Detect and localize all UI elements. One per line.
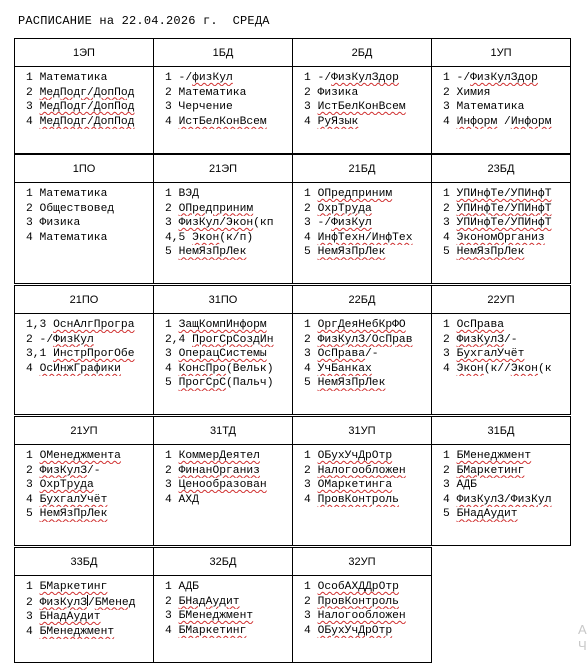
lesson-text: 5	[165, 246, 179, 259]
lesson-text: 3 Черчение	[165, 101, 233, 114]
lesson-text: 3,1	[26, 348, 54, 361]
lesson-text: 3	[165, 610, 179, 623]
lesson-text: (к//	[483, 362, 511, 375]
lesson-text: /	[497, 115, 511, 128]
lesson-subject-marked: МедПодг/ДопПод	[39, 86, 135, 99]
lesson-text: 2	[304, 464, 318, 477]
lesson-text: (Пальч)	[226, 377, 274, 390]
lesson-line	[165, 609, 292, 624]
lesson-text: 3	[304, 610, 318, 623]
group-lessons	[154, 576, 293, 663]
lesson-line	[443, 187, 570, 202]
lesson-subject-marked: Информ	[510, 115, 552, 128]
group-header: 1УП	[432, 39, 571, 67]
lesson-text: 2	[443, 464, 457, 477]
lesson-line	[26, 507, 153, 522]
lesson-text: 5	[26, 508, 40, 521]
lesson-subject-marked: ФизКулЗ/ОсПрав	[317, 333, 413, 346]
lesson-text: 4	[443, 362, 457, 375]
lesson-line	[443, 362, 570, 377]
lesson-subject-marked: БухгалУчёт	[39, 493, 108, 506]
lesson-text: 3	[165, 348, 179, 361]
lesson-text: 3	[165, 217, 179, 230]
lesson-subject-marked: БМенеджмент	[456, 450, 532, 462]
lesson-subject-marked: Налогообложен	[317, 610, 406, 623]
schedule-title: РАСПИСАНИЕ на 22.04.2026 г. СРЕДА	[18, 14, 270, 28]
lesson-line	[443, 71, 570, 86]
lesson-line	[26, 115, 153, 130]
lesson-line	[304, 333, 431, 348]
group-header: 33БД	[15, 548, 154, 576]
lesson-line	[165, 595, 292, 610]
lesson-line	[165, 493, 292, 508]
lesson-text: (к/п)	[219, 231, 254, 244]
lesson-subject-marked: Информ	[456, 115, 498, 128]
group-header: 31УП	[293, 417, 432, 445]
group-lessons	[154, 445, 293, 546]
lesson-subject-marked: БМенед	[94, 596, 136, 609]
lesson-subject-marked: МедПодг/ДопПод	[39, 101, 135, 114]
group-header: 32БД	[154, 548, 293, 576]
lesson-text: 1	[304, 319, 318, 331]
lesson-text: 1	[443, 188, 457, 200]
lesson-text: 3 -/	[304, 217, 332, 230]
lesson-text: /-	[365, 348, 379, 361]
lesson-line	[165, 71, 292, 86]
lesson-line	[165, 624, 292, 639]
lesson-text: 1	[304, 450, 318, 462]
lesson-line	[165, 580, 292, 595]
lesson-text: 1 -/	[443, 72, 471, 84]
lesson-text: 5	[443, 508, 457, 521]
lesson-line	[443, 493, 570, 508]
lesson-line	[26, 333, 153, 348]
lesson-text: 4	[304, 115, 318, 128]
lesson-line	[443, 507, 570, 522]
lesson-text: 1	[304, 188, 318, 200]
lesson-text: 4	[304, 493, 318, 506]
lesson-text: 5	[304, 377, 318, 390]
lesson-line	[26, 449, 153, 464]
lesson-subject-marked: ФизКулЗ/ФизКул	[456, 493, 552, 506]
lesson-text: /	[88, 596, 95, 609]
lesson-line	[304, 231, 431, 246]
lesson-subject-marked: ФизКул	[331, 217, 372, 230]
lesson-text: 2	[304, 202, 318, 215]
lesson-subject-marked: Экон	[510, 362, 538, 375]
lesson-text: 1	[443, 319, 457, 331]
lesson-subject-marked: НемЯзПрЛек	[317, 246, 386, 259]
lesson-subject-marked: ИстБелКонВсем	[317, 101, 406, 114]
lesson-line	[26, 595, 153, 611]
lesson-line	[26, 216, 153, 231]
lesson-text: 2	[165, 595, 179, 608]
lesson-line	[304, 100, 431, 115]
lesson-line	[165, 187, 292, 202]
group-lessons	[293, 445, 432, 546]
lesson-line	[304, 86, 431, 101]
lesson-line	[26, 362, 153, 377]
lesson-line	[443, 100, 570, 115]
lesson-subject-marked: ИнстрПрогОбе	[53, 348, 135, 361]
schedule-block-3	[14, 285, 571, 415]
lesson-line	[443, 115, 570, 130]
lesson-line	[165, 362, 292, 377]
lesson-subject-marked: ОБухУчДрОтр	[317, 450, 393, 462]
lesson-subject-marked: ФизКул/Экон	[178, 217, 254, 230]
lesson-text: 1 Математика	[26, 188, 108, 200]
lesson-line	[304, 245, 431, 260]
lesson-line	[165, 478, 292, 493]
lesson-text: 2 -/	[26, 333, 54, 346]
lesson-text: 1	[304, 581, 318, 593]
lesson-text: 4	[165, 362, 179, 375]
group-lessons	[15, 183, 154, 284]
group-header: 22УП	[432, 286, 571, 314]
lesson-text: 3	[443, 348, 457, 361]
lesson-text: 1 -/	[304, 72, 332, 84]
lesson-subject-marked: БНадАудит	[178, 595, 240, 608]
lesson-text: 2	[443, 333, 457, 346]
lesson-line	[26, 71, 153, 86]
lesson-subject-marked: БМенеджмент	[39, 625, 115, 638]
lesson-subject-marked: ОсПрава	[456, 319, 505, 331]
lesson-line	[304, 624, 431, 639]
schedule-block-4	[14, 416, 571, 546]
lesson-text: 3	[304, 348, 318, 361]
lesson-text: 3	[26, 479, 40, 492]
lesson-line	[165, 100, 292, 115]
lesson-text: 4	[165, 115, 179, 128]
lesson-subject-marked: БМаркетинг	[39, 581, 108, 593]
lesson-subject-marked: КоммерДеятел	[178, 450, 260, 462]
lesson-subject-marked: БНадАудит	[39, 611, 101, 624]
lesson-text: 2 Химия	[443, 86, 491, 99]
lesson-line	[304, 478, 431, 493]
lesson-line	[165, 231, 292, 246]
lesson-subject-marked: ФинанОрганиз	[178, 464, 260, 477]
lesson-text: 3	[26, 101, 40, 114]
lesson-text: 3	[304, 479, 318, 492]
lesson-subject-marked: ФизКулЗдор	[331, 72, 399, 84]
lesson-subject-marked: БНадАудит	[456, 508, 518, 521]
lesson-text: 4	[26, 493, 40, 506]
lesson-subject-marked: УчБанках	[317, 362, 372, 375]
lesson-text: 2 Математика	[165, 86, 247, 99]
lesson-text: 4	[26, 362, 40, 375]
lesson-subject-marked: УПИнфТе/УПИнфТ	[456, 188, 552, 200]
schedule-block-5	[14, 547, 432, 663]
lesson-text: (кп	[253, 217, 274, 230]
lesson-line	[304, 362, 431, 377]
group-lessons	[293, 576, 432, 663]
lesson-text: 3 Физика	[26, 217, 81, 230]
lesson-line	[304, 318, 431, 333]
lesson-line	[304, 216, 431, 231]
lesson-line	[26, 187, 153, 202]
lesson-line	[165, 464, 292, 479]
group-lessons	[432, 314, 571, 415]
lesson-text: 1,3	[26, 319, 54, 331]
lesson-text: 2	[304, 333, 318, 346]
group-lessons	[293, 314, 432, 415]
lesson-line	[26, 493, 153, 508]
lesson-subject-marked: БМаркетинг	[456, 464, 525, 477]
lesson-text: 2 Физика	[304, 86, 359, 99]
lesson-text: /-	[504, 333, 518, 346]
group-header: 1ЭП	[15, 39, 154, 67]
group-header: 1БД	[154, 39, 293, 67]
schedule-block-2	[14, 154, 571, 284]
lesson-line	[443, 231, 570, 246]
lesson-subject-marked: ОМенеджмента	[39, 450, 121, 462]
lesson-line	[165, 245, 292, 260]
lesson-line	[304, 449, 431, 464]
lesson-text: 2 Обществовед	[26, 202, 115, 215]
lesson-text: 1 -/	[165, 72, 193, 84]
lesson-text: 4	[26, 625, 40, 638]
lesson-text: 2	[443, 202, 457, 215]
lesson-text: /-	[87, 464, 101, 477]
lesson-line	[443, 347, 570, 362]
lesson-subject-marked: ОсИнжГрафики	[39, 362, 121, 375]
lesson-text: 3	[304, 101, 318, 114]
lesson-text: 1	[26, 72, 40, 84]
lesson-subject-marked: Ценообразован	[178, 479, 267, 492]
lesson-text: 2,4	[165, 333, 193, 346]
lesson-line	[304, 595, 431, 610]
lesson-text: 4,5	[165, 231, 193, 244]
lesson-subject-marked: ОхрТруда	[39, 479, 94, 492]
lesson-text: 4	[443, 231, 457, 244]
lesson-subject-marked: ЭкономОрганиз	[456, 231, 545, 244]
lesson-text: 2	[165, 464, 179, 477]
lesson-subject-marked: УПИнфТе/УПИнфТ	[456, 217, 552, 230]
lesson-line	[165, 202, 292, 217]
lesson-text: 2	[165, 202, 179, 215]
lesson-line	[165, 216, 292, 231]
lesson-text: 5	[443, 246, 457, 259]
group-lessons	[15, 67, 154, 154]
lesson-text: 4 АХД	[165, 493, 199, 506]
group-header: 21ПО	[15, 286, 154, 314]
lesson-subject-marked: ПрогСрСоздИн	[192, 333, 274, 346]
group-header: 31ТД	[154, 417, 293, 445]
group-header: 21БД	[293, 155, 432, 183]
lesson-line	[443, 478, 570, 493]
group-lessons	[432, 445, 571, 546]
lesson-subject-marked: ОсПрава	[317, 348, 366, 361]
lesson-subject-marked: ФизКулЗ	[39, 464, 88, 477]
lesson-subject-marked: ФизКулЗ	[39, 596, 88, 609]
lesson-subject-marked: ПровКонтроль	[317, 595, 399, 608]
lesson-text: 3	[165, 479, 179, 492]
lesson-line	[304, 71, 431, 86]
lesson-text: 1	[26, 581, 40, 593]
lesson-subject-marked: ОснАлгПрогра	[53, 319, 135, 331]
lesson-line	[304, 115, 431, 130]
lesson-text: 4	[443, 115, 457, 128]
lesson-text: (к	[537, 362, 552, 375]
lesson-line	[443, 318, 570, 333]
schedule-block-1	[14, 38, 571, 154]
lesson-line	[443, 464, 570, 479]
group-lessons	[15, 314, 154, 415]
lesson-line	[304, 609, 431, 624]
group-lessons	[154, 314, 293, 415]
lesson-text: 1 ВЭД	[165, 188, 199, 200]
lesson-line	[304, 202, 431, 217]
lesson-text: 1 АДБ	[165, 581, 199, 593]
lesson-subject-marked: ИнфТехн/ИнфТех	[317, 231, 413, 244]
group-header: 1ПО	[15, 155, 154, 183]
lesson-line	[26, 318, 153, 333]
lesson-subject-marked: БухгалУчёт	[456, 348, 525, 361]
lesson-text: 5	[165, 377, 179, 390]
lesson-text: 5	[304, 246, 318, 259]
lesson-text: 4	[304, 362, 318, 375]
group-header: 31БД	[432, 417, 571, 445]
lesson-text: 1	[443, 450, 457, 462]
lesson-text: 3	[443, 217, 457, 230]
lesson-line	[443, 216, 570, 231]
lesson-subject-marked: ОБухУчДрОтр	[317, 624, 393, 637]
lesson-subject-marked: ИстБелКонВсем	[178, 115, 267, 128]
group-header: 31ПО	[154, 286, 293, 314]
lesson-line	[26, 347, 153, 362]
lesson-line	[26, 625, 153, 640]
lesson-subject-marked: ПрогСрС	[178, 377, 227, 390]
lesson-text: 4	[304, 624, 318, 637]
group-header: 32УП	[293, 548, 432, 576]
lesson-subject-marked: ОргДеяНебКрФО	[317, 319, 406, 331]
group-lessons	[15, 576, 154, 663]
lesson-line	[443, 86, 570, 101]
lesson-subject-marked: ОМаркетинга	[317, 479, 393, 492]
lesson-subject-marked: ОПредприним	[178, 202, 254, 215]
lesson-subject-marked: МедПодг/ДопПод	[39, 115, 135, 128]
lesson-line	[165, 86, 292, 101]
lesson-line	[165, 318, 292, 333]
lesson-text: 1	[165, 450, 179, 462]
lesson-subject-marked: УПИнфТе/УПИнфТ	[456, 202, 552, 215]
lesson-text: 4	[165, 624, 179, 637]
lesson-subject-marked: ОхрТруда	[317, 202, 372, 215]
lesson-subject-marked: ФизКул	[53, 333, 94, 346]
lesson-text: 2	[26, 464, 40, 477]
lesson-line	[304, 580, 431, 595]
lesson-line	[26, 231, 153, 246]
lesson-text: (Вельк)	[226, 362, 274, 375]
lesson-line	[165, 376, 292, 391]
group-header: 2БД	[293, 39, 432, 67]
lesson-subject-marked: Налогообложен	[317, 464, 406, 477]
lesson-line	[26, 610, 153, 625]
group-header: 23БД	[432, 155, 571, 183]
group-lessons	[432, 67, 571, 154]
group-lessons	[154, 183, 293, 284]
lesson-line	[26, 580, 153, 595]
lesson-subject-marked: ОперацСистемы	[178, 348, 267, 361]
lesson-line	[26, 464, 153, 479]
group-lessons	[432, 183, 571, 284]
group-lessons	[293, 183, 432, 284]
lesson-line	[443, 245, 570, 260]
lesson-line	[304, 187, 431, 202]
lesson-text: 1	[26, 450, 40, 462]
lesson-subject-marked: Экон	[456, 362, 484, 375]
group-lessons	[154, 67, 293, 154]
lesson-line	[165, 347, 292, 362]
lesson-subject-marked: ФизКулЗдор	[470, 72, 538, 84]
lesson-subject-marked: НемЯзПрЛек	[456, 246, 525, 259]
group-lessons	[15, 445, 154, 546]
lesson-text: 4	[26, 115, 40, 128]
lesson-subject-marked: Экон	[192, 231, 220, 244]
lesson-text: 3 Математика	[443, 101, 525, 114]
lesson-line	[26, 202, 153, 217]
lesson-subject-marked: БМаркетинг	[178, 624, 247, 637]
lesson-line	[26, 86, 153, 101]
lesson-subject-marked: ЗащКомпИнформ	[178, 319, 267, 331]
group-lessons	[293, 67, 432, 154]
lesson-subject-marked: НемЯзПрЛек	[178, 246, 247, 259]
lesson-subject-marked: ФизКулЗ	[456, 333, 505, 346]
lesson-subject-marked: КонсПро	[178, 362, 227, 375]
lesson-line	[304, 376, 431, 391]
lesson-line	[304, 347, 431, 362]
lesson-subject-marked: РуЯзык	[317, 115, 359, 128]
lesson-line	[304, 493, 431, 508]
lesson-text: 3 АДБ	[443, 479, 477, 492]
lesson-text: 2	[304, 595, 318, 608]
lesson-subject-marked: ПровКонтроль	[317, 493, 399, 506]
lesson-subject-marked: НемЯзПрЛек	[317, 377, 386, 390]
lesson-line	[26, 478, 153, 493]
lesson-line	[443, 333, 570, 348]
edge-glyph-column	[578, 622, 587, 662]
group-header: 21УП	[15, 417, 154, 445]
lesson-line	[165, 333, 292, 348]
lesson-line	[443, 449, 570, 464]
lesson-subject-marked: ОсобАХДДрОтр	[317, 581, 399, 593]
lesson-text: Математика	[39, 72, 108, 84]
lesson-text: 2	[26, 596, 40, 609]
lesson-text: 2	[26, 86, 40, 99]
lesson-text: 4	[304, 231, 318, 244]
lesson-text: 3	[26, 611, 40, 624]
lesson-line	[26, 100, 153, 115]
edge-glyph: А	[578, 622, 587, 637]
group-header: 21ЭП	[154, 155, 293, 183]
lesson-subject-marked: физКул	[192, 72, 233, 84]
edge-glyph: Ч	[578, 638, 587, 653]
lesson-text: 4	[443, 493, 457, 506]
lesson-text: 1	[165, 319, 179, 331]
lesson-subject-marked: БМенеджмент	[178, 610, 254, 623]
lesson-line	[165, 449, 292, 464]
lesson-line	[165, 115, 292, 130]
lesson-subject-marked: НемЯзПрЛек	[39, 508, 108, 521]
lesson-line	[304, 464, 431, 479]
lesson-line	[443, 202, 570, 217]
group-header: 22БД	[293, 286, 432, 314]
lesson-subject-marked: ОПредприним	[317, 188, 393, 200]
lesson-text: 4 Математика	[26, 231, 108, 244]
